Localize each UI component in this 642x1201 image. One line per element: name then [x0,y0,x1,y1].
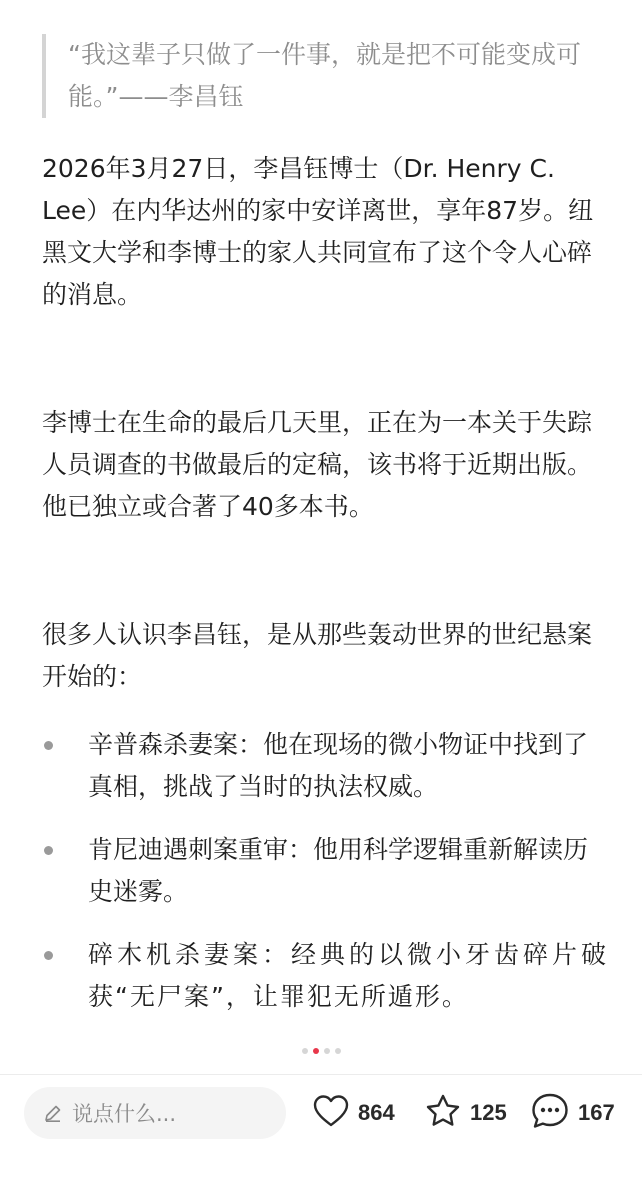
comment-bubble-icon [530,1092,570,1134]
pager-dot[interactable] [302,1048,308,1054]
like-count: 864 [358,1100,395,1125]
list-item-text: 碎木机杀妻案：经典的以微小牙齿碎片破获“无尸案”，让罪犯无所遁形。 [88,940,608,1011]
comments-button[interactable] [530,1091,615,1135]
list-item [42,829,608,913]
quote-block: “我这辈子只做了一件事，就是把不可能变成可能。”——李昌钰 [42,34,628,118]
list-item [42,934,608,1018]
list-item [42,724,608,808]
comment-count: 167 [578,1100,615,1125]
pager-dot-active[interactable] [313,1048,319,1054]
bullet-dot [44,951,53,960]
pager-dot[interactable] [324,1048,330,1054]
collect-count: 125 [470,1100,507,1125]
case-list [42,724,608,1039]
list-item-text: 肯尼迪遇刺案重审：他用科学逻辑重新解读历史迷雾。 [88,835,589,906]
bullet-dot [44,846,53,855]
paragraph-3: 很多人认识李昌钰，是从那些轰动世界的世纪悬案开始的： [42,620,593,691]
paragraph-1: 2026年3月27日，李昌钰博士（Dr. Henry C. Lee）在内华达州的家中安详离世，享年87岁。纽黑文大学和李博士的家人共同宣布了这个令人心碎的消息。 [42,154,594,309]
pencil-icon [42,1102,64,1124]
paragraph-2: 李博士在生命的最后几天里，正在为一本关于失踪人员调查的书做最后的定稿，该书将于近期出版。他已独立或合著了40多本书。 [42,408,593,521]
comment-placeholder: 说点什么... [72,1102,177,1126]
like-button[interactable] [312,1091,395,1135]
bottom-action-bar [0,1074,642,1201]
list-item-text: 辛普森杀妻案：他在现场的微小物证中找到了真相，挑战了当时的执法权威。 [88,730,589,801]
image-pager-indicator [0,1048,642,1058]
star-icon [424,1093,462,1133]
bullet-dot [44,741,53,750]
heart-icon [312,1094,350,1132]
pager-dot[interactable] [335,1048,341,1054]
collect-button[interactable] [424,1091,507,1135]
comment-input[interactable] [24,1087,286,1139]
